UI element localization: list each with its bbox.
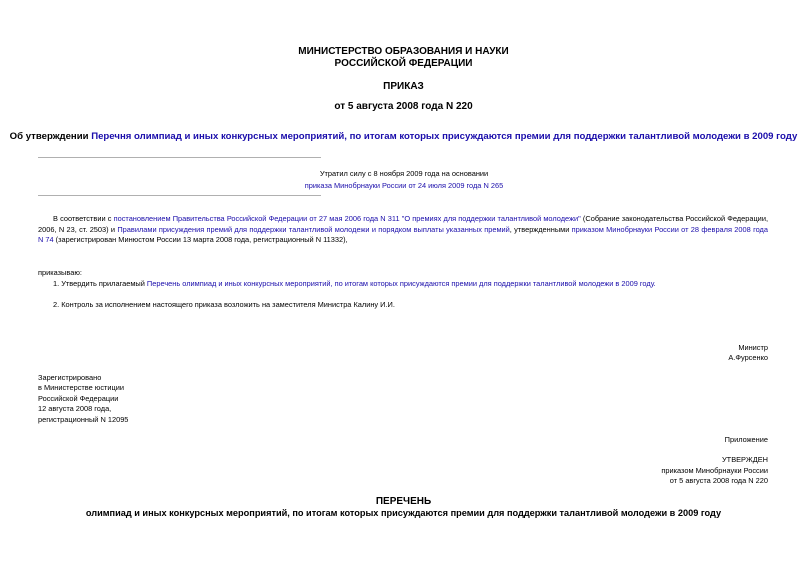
appendix-approved: УТВЕРЖДЕН [721,455,768,464]
list-title: ПЕРЕЧЕНЬ [375,496,432,507]
preamble-link-order[interactable]: приказом Минобрнауки России от 28 февраля 2008 года N 74 [38,224,768,244]
order-word: приказываю: [38,268,82,277]
registration-block [38,373,128,425]
status-link[interactable]: приказа Минобрнауки России от 24 июля 2009 года N 265 [304,181,504,190]
signature-name: А.Фурсенко [728,353,768,362]
doc-title-prefix: Об утверждении [9,131,92,142]
doc-type: ПРИКАЗ [383,81,424,92]
status-line-1: Утратил силу с 8 ноября 2009 года на основании [319,169,489,178]
appendix-date: от 5 августа 2008 года N 220 [669,476,768,485]
preamble [38,214,768,246]
preamble-text-2: (Собрание законодательства Российской Федерации, 2006, N 23, ст. 2503) и [38,214,768,234]
preamble-link-decree[interactable]: постановлением Правительства Российской Федерации от 27 мая 2006 года N 311 "О премиях для поддержки талантливой молодежи" [113,214,581,223]
preamble-text-1: В соответствии с [53,214,114,223]
appendix-label: Приложение [724,435,768,444]
order-item-1-link[interactable]: Перечень олимпиад и иных конкурсных мероприятий, по итогам которых присуждаются премии для поддержки талантливой молодежи в 2009 году. [146,279,656,288]
appendix-by-order: приказом Минобрнауки России [661,466,768,475]
preamble-text-3: , утвержденными [509,224,572,234]
registration-line-3: Российской Федерации [38,393,119,403]
order-item-1 [53,279,656,288]
preamble-text-4: (зарегистрирован Минюстом России 13 марта 2008 года, регистрационный N 11332), [53,235,348,244]
doc-title-link[interactable]: Перечня олимпиад и иных конкурсных мероприятий, по итогам которых присуждаются премии для поддержки талантливой молодежи в 2009 году [91,131,798,142]
registration-line-1: Зарегистрировано [38,373,102,382]
order-item-1-text: 1. Утвердить прилагаемый [53,279,147,288]
ministry-line-1: МИНИСТЕРСТВО ОБРАЗОВАНИЯ И НАУКИ [298,46,509,57]
status-block [0,169,807,190]
separator-bottom [38,195,321,196]
doc-title [0,131,807,143]
ministry-line-2: РОССИЙСКОЙ ФЕДЕРАЦИИ [334,58,473,69]
registration-line-4: 12 августа 2008 года, [38,404,112,414]
preamble-link-rules[interactable]: Правилами присуждения премий для поддержки талантливой молодежи и порядком выплаты указанных премий [117,224,510,234]
registration-line-2: в Министерстве юстиции [38,383,125,393]
signature-position: Министр [738,343,768,352]
list-subtitle: олимпиад и иных конкурсных мероприятий, по итогам которых присуждаются премии для поддержки талантливой молодежи в 2009 году [85,508,722,518]
registration-line-5: регистрационный N 12095 [38,414,129,424]
separator-top [38,157,321,158]
order-item-2: 2. Контроль за исполнением настоящего приказа возложить на заместителя Министра Калину И.И. [53,300,395,309]
doc-date: от 5 августа 2008 года N 220 [334,101,473,112]
